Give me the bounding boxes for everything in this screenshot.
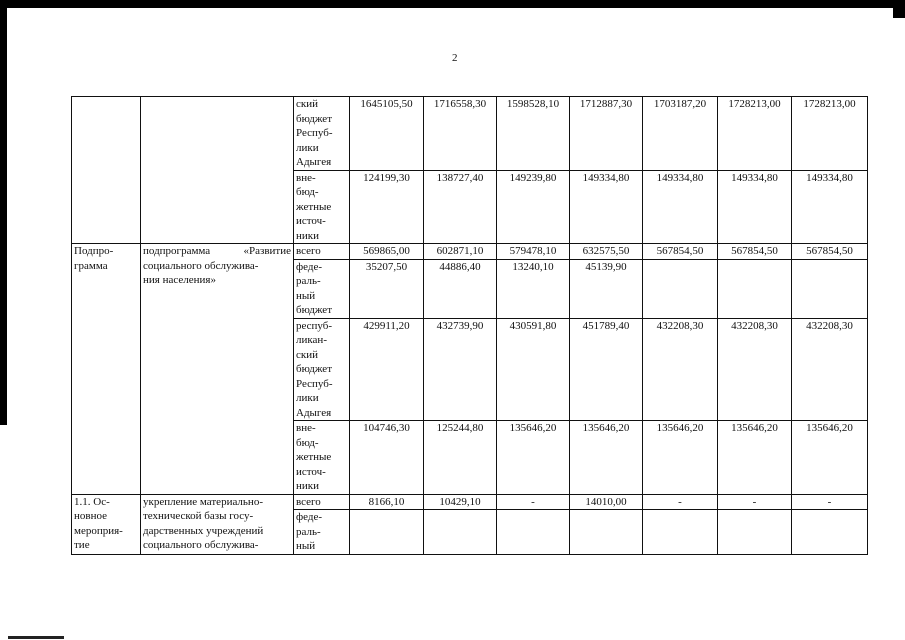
value-cell: 14010,00 [570,494,643,510]
program-type-cell: Подпро- грамма [72,244,141,495]
value-cell: 579478,10 [497,244,570,260]
value-cell: 1712887,30 [570,97,643,171]
value-cell [718,259,792,318]
value-cell: 632575,50 [570,244,643,260]
value-cell: 135646,20 [570,421,643,495]
value-cell: 124199,30 [350,170,424,244]
value-cell: 1728213,00 [792,97,868,171]
value-cell: 149334,80 [792,170,868,244]
value-cell [643,259,718,318]
value-cell: 432208,30 [643,318,718,421]
value-cell: 432208,30 [718,318,792,421]
value-cell: 13240,10 [497,259,570,318]
value-cell: 149239,80 [497,170,570,244]
value-cell: 45139,90 [570,259,643,318]
value-cell: 135646,20 [643,421,718,495]
value-cell: 149334,80 [643,170,718,244]
value-cell: - [643,494,718,510]
value-cell: 1703187,20 [643,97,718,171]
table-row [72,97,868,171]
value-cell: 104746,30 [350,421,424,495]
value-cell [497,510,570,555]
value-cell: 135646,20 [718,421,792,495]
value-cell: 35207,50 [350,259,424,318]
value-cell: 432739,90 [424,318,497,421]
value-cell [718,510,792,555]
value-cell: 44886,40 [424,259,497,318]
funding-source: всего [294,494,350,510]
scan-edge-top-right [893,0,905,18]
value-cell: - [792,494,868,510]
funding-source: феде- раль- ный бюджет [294,259,350,318]
value-cell: 8166,10 [350,494,424,510]
value-cell [792,510,868,555]
value-cell [350,510,424,555]
funding-source: вне- бюд- жетные источ- ники [294,421,350,495]
value-cell: 149334,80 [718,170,792,244]
value-cell: 567854,50 [718,244,792,260]
page-number: 2 [452,52,458,64]
value-cell [792,259,868,318]
funding-source: ский бюджет Респуб- лики Адыгея [294,97,350,171]
value-cell: 567854,50 [643,244,718,260]
value-cell: - [497,494,570,510]
value-cell: 430591,80 [497,318,570,421]
value-cell: 569865,00 [350,244,424,260]
funding-source: феде- раль- ный [294,510,350,555]
value-cell: 135646,20 [792,421,868,495]
activity-type-cell: 1.1. Ос- новное мероприя- тие [72,494,141,554]
activity-name-cell: укрепление материально- технической базы госу- дарственных учреждений социального обслужива- [141,494,294,554]
program-type-cell [72,97,141,244]
program-name-cell [141,97,294,244]
scan-edge-left [0,0,7,425]
value-cell: 125244,80 [424,421,497,495]
value-cell [570,510,643,555]
funding-source: всего [294,244,350,260]
table-row [72,244,868,260]
value-cell: - [718,494,792,510]
program-name-cell: подпрограмма «Развитие социального обслужива- ния населения» [141,244,294,495]
value-cell [424,510,497,555]
value-cell: 1645105,50 [350,97,424,171]
value-cell: 10429,10 [424,494,497,510]
value-cell: 149334,80 [570,170,643,244]
funding-source: респуб- ликан- ский бюджет Респуб- лики Адыгея [294,318,350,421]
value-cell: 602871,10 [424,244,497,260]
value-cell: 138727,40 [424,170,497,244]
value-cell: 1728213,00 [718,97,792,171]
value-cell: 1598528,10 [497,97,570,171]
value-cell: 567854,50 [792,244,868,260]
value-cell: 1716558,30 [424,97,497,171]
scan-edge-top [0,0,905,8]
value-cell [643,510,718,555]
table-row [72,494,868,510]
budget-table [71,96,868,555]
value-cell: 429911,20 [350,318,424,421]
value-cell: 432208,30 [792,318,868,421]
scan-edge-bottom [8,636,64,639]
value-cell: 451789,40 [570,318,643,421]
value-cell: 135646,20 [497,421,570,495]
funding-source: вне- бюд- жетные источ- ники [294,170,350,244]
